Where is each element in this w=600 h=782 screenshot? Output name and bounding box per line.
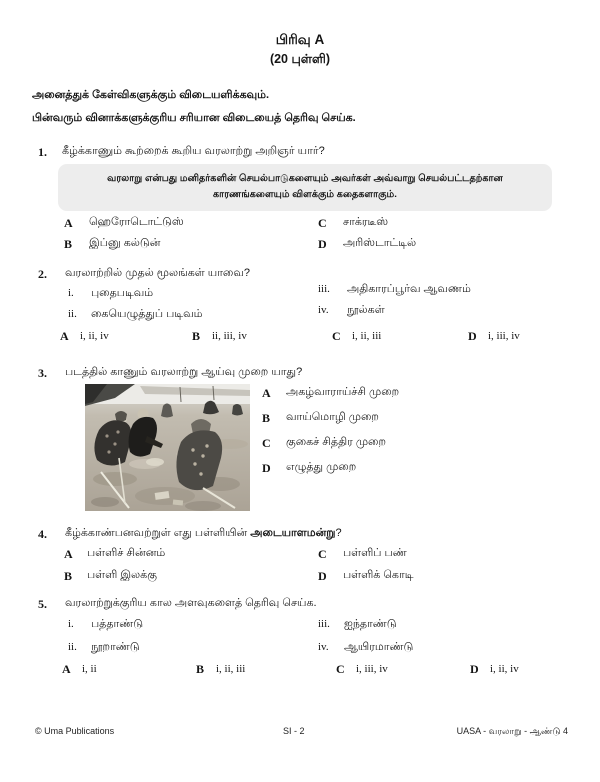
option-letter: B	[64, 569, 73, 583]
option-letter: C	[318, 547, 327, 561]
answer-letter: C	[336, 662, 345, 676]
question-number: 4.	[38, 527, 47, 541]
option-label: அகழ்வாராய்ச்சி முறை	[286, 386, 400, 398]
answer-letter: C	[332, 329, 341, 343]
option-label: பள்ளிச் சின்னம்	[87, 547, 166, 559]
item-numeral: iv.	[318, 641, 329, 653]
option-letter: C	[262, 436, 271, 450]
option-letter: A	[64, 216, 73, 230]
answer-combo: i, ii	[82, 663, 97, 675]
section-title: பிரிவு A	[275, 32, 325, 47]
footer-page-code: SI - 2	[283, 726, 305, 736]
quote-line-2: காரணங்களையும் விளக்கும் கதைகளாகும்.	[213, 189, 397, 200]
instruction-answer-all: அனைத்துக் கேள்விகளுக்கும் விடையளிக்கவும்.	[32, 89, 270, 101]
option-letter: A	[64, 547, 73, 561]
option-letter: D	[262, 461, 271, 475]
option-label: வாய்மொழி முறை	[286, 411, 379, 423]
item-numeral: iii.	[318, 618, 330, 630]
question-text: வரலாற்றில் முதல் மூலங்கள் யாவை?	[65, 267, 250, 279]
item-label: ஆயிரமாண்டு	[344, 641, 414, 653]
option-label: பள்ளிப் பண்	[343, 547, 407, 559]
answer-combo: i, ii, iii	[352, 330, 382, 342]
question-text: கீழ்க்காணும் கூற்றைக் கூறிய வரலாற்று அறிஞர் யார்?	[62, 145, 325, 157]
question-number: 5.	[38, 597, 47, 611]
item-label: ஐந்தாண்டு	[344, 618, 397, 630]
option-letter: A	[262, 386, 271, 400]
instruction-choose-correct: பின்வரும் வினாக்களுக்குரிய சரியான விடையைத் தெரிவு செய்க.	[32, 112, 356, 124]
item-label: பத்தாண்டு	[91, 618, 144, 630]
answer-combo: i, ii, iv	[490, 663, 519, 675]
option-letter: D	[318, 237, 327, 251]
answer-letter: D	[470, 662, 479, 676]
answer-letter: B	[192, 329, 201, 343]
option-label: ஹெரோடொட்டுஸ்	[89, 216, 184, 228]
question-text: கீழ்க்காண்பனவற்றுள் எது பள்ளியின் அடையாளமன்று?	[65, 527, 342, 539]
question-text-emphasis: அடையாளமன்று	[250, 527, 336, 539]
answer-combo: i, iii, iv	[488, 330, 520, 342]
option-letter: C	[318, 216, 327, 230]
question-text: படத்தில் காணும் வரலாற்று ஆய்வு முறை யாது?	[65, 366, 303, 378]
section-points: (20 புள்ளி)	[269, 52, 331, 66]
question-text: வரலாற்றுக்குரிய கால அளவுகளைத் தெரிவு செய்க.	[65, 597, 317, 609]
item-label: அதிகாரப்பூர்வ ஆவணம்	[347, 283, 471, 295]
item-numeral: ii.	[68, 308, 77, 320]
answer-combo: i, iii, iv	[356, 663, 388, 675]
excavation-photo	[85, 384, 250, 511]
quote-line-1: வரலாறு என்பது மனிதர்களின் செயல்பாடுகளையும் அவர்கள் அவ்வாறு செயல்பட்டதற்கான	[107, 173, 503, 184]
answer-combo: i, ii, iv	[80, 330, 109, 342]
option-letter: B	[262, 411, 271, 425]
option-label: இப்னு கல்டுன்	[89, 237, 161, 249]
answer-letter: D	[468, 329, 477, 343]
option-letter: B	[64, 237, 73, 251]
item-label: கையெழுத்துப் படிவம்	[91, 308, 203, 320]
question-number: 2.	[38, 267, 47, 281]
item-numeral: i.	[68, 618, 74, 630]
option-label: பள்ளி இலக்கு	[87, 569, 157, 581]
option-label: பள்ளிக் கொடி	[343, 569, 414, 581]
answer-letter: B	[196, 662, 205, 676]
answer-letter: A	[62, 662, 71, 676]
option-label: குகைச் சித்திர முறை	[286, 436, 386, 448]
footer-paper-name: UASA - வரலாறு - ஆண்டு 4	[456, 726, 568, 736]
item-label: நூறாண்டு	[91, 641, 140, 653]
item-numeral: iii.	[318, 283, 330, 295]
option-label: சாக்ரடீஸ்	[343, 216, 389, 228]
answer-combo: ii, iii, iv	[212, 330, 247, 342]
answer-combo: i, ii, iii	[216, 663, 246, 675]
item-numeral: i.	[68, 287, 74, 299]
item-label: புதைபடிவம்	[91, 287, 154, 299]
item-label: நூல்கள்	[347, 304, 385, 316]
item-numeral: iv.	[318, 304, 329, 316]
quote-box	[58, 164, 552, 211]
option-letter: D	[318, 569, 327, 583]
answer-letter: A	[60, 329, 69, 343]
item-numeral: ii.	[68, 641, 77, 653]
option-label: எழுத்து முறை	[286, 461, 357, 473]
question-number: 3.	[38, 366, 47, 380]
footer-publisher: © Uma Publications	[35, 726, 115, 736]
option-label: அரிஸ்டாட்டில்	[343, 237, 417, 249]
question-number: 1.	[38, 145, 47, 159]
